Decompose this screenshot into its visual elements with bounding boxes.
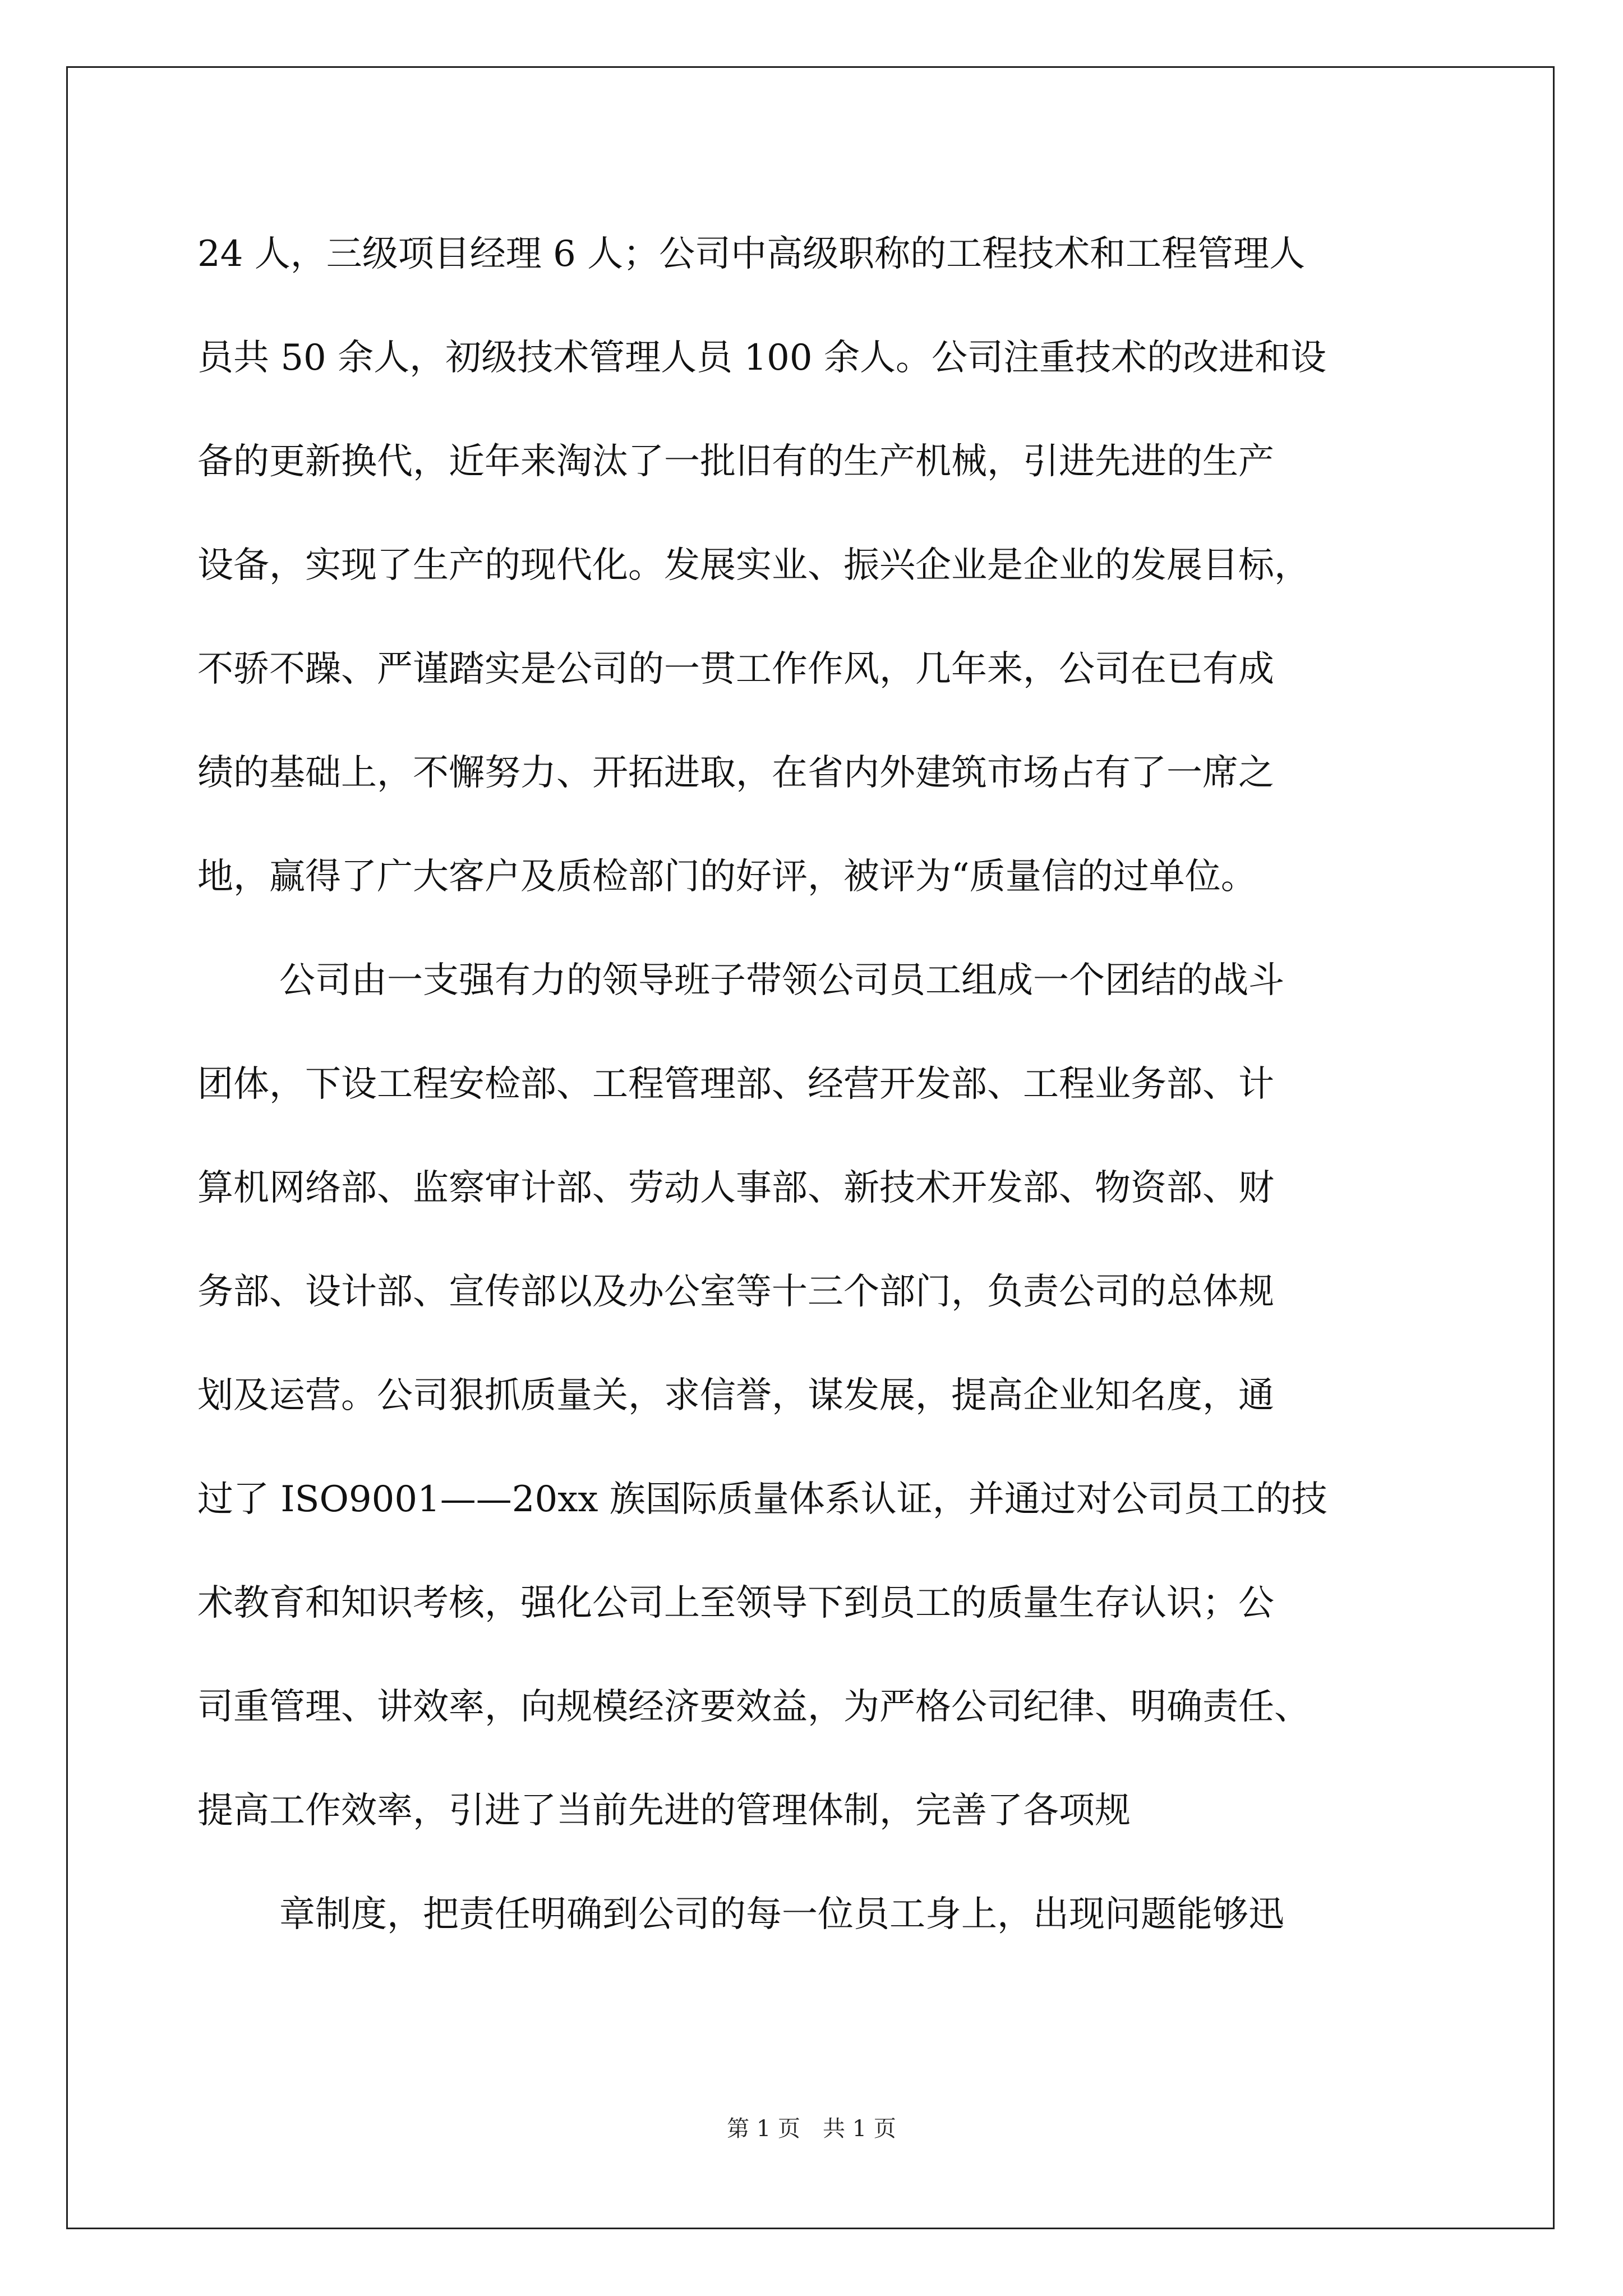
page-total: 共 1 页 xyxy=(823,2116,896,2142)
paragraph-line: 务部、设计部、宣传部以及办公室等十三个部门，负责公司的总体规 xyxy=(197,1271,1274,1313)
paragraph-line: 划及运营。公司狠抓质量关，求信誉，谋发展，提高企业知名度，通 xyxy=(197,1375,1274,1416)
paragraph-line: 公司由一支强有力的领导班子带领公司员工组成一个团结的战斗 xyxy=(279,960,1284,1001)
paragraph-line: 章制度，把责任明确到公司的每一位员工身上，出现问题能够迅 xyxy=(279,1894,1284,1935)
paragraph-line: 地，赢得了广大客户及质检部门的好评，被评为“质量信的过单位。 xyxy=(197,856,1257,898)
paragraph-line: 司重管理、讲效率，向规模经济要效益，为严格公司纪律、明确责任、 xyxy=(197,1686,1310,1728)
paragraph-line: 员共 50 余人，初级技术管理人员 100 余人。公司注重技术的改进和设 xyxy=(197,337,1326,379)
paragraph-line: 绩的基础上，不懈努力、开拓进取，在省内外建筑市场占有了一席之 xyxy=(197,752,1274,794)
page-footer xyxy=(0,2115,1623,2143)
page-number: 第 1 页 xyxy=(727,2116,800,2142)
paragraph-line: 提高工作效率，引进了当前先进的管理体制，完善了各项规 xyxy=(197,1790,1131,1832)
paragraph-line: 术教育和知识考核，强化公司上至领导下到员工的质量生存认识；公 xyxy=(197,1582,1274,1624)
paragraph-line: 团体，下设工程安检部、工程管理部、经营开发部、工程业务部、计 xyxy=(197,1064,1274,1105)
paragraph-line: 设备，实现了生产的现代化。发展实业、振兴企业是企业的发展目标， xyxy=(197,545,1310,586)
paragraph-line: 不骄不躁、严谨踏实是公司的一贯工作作风，几年来，公司在已有成 xyxy=(197,648,1274,690)
paragraph-line: 算机网络部、监察审计部、劳动人事部、新技术开发部、物资部、财 xyxy=(197,1167,1274,1209)
paragraph-line: 备的更新换代，近年来淘汰了一批旧有的生产机械，引进先进的生产 xyxy=(197,441,1274,482)
paragraph-line: 24 人，三级项目经理 6 人；公司中高级职称的工程技术和工程管理人 xyxy=(197,233,1306,275)
paragraph-line: 过了 ISO9001——20xx 族国际质量体系认证，并通过对公司员工的技 xyxy=(197,1479,1327,1520)
